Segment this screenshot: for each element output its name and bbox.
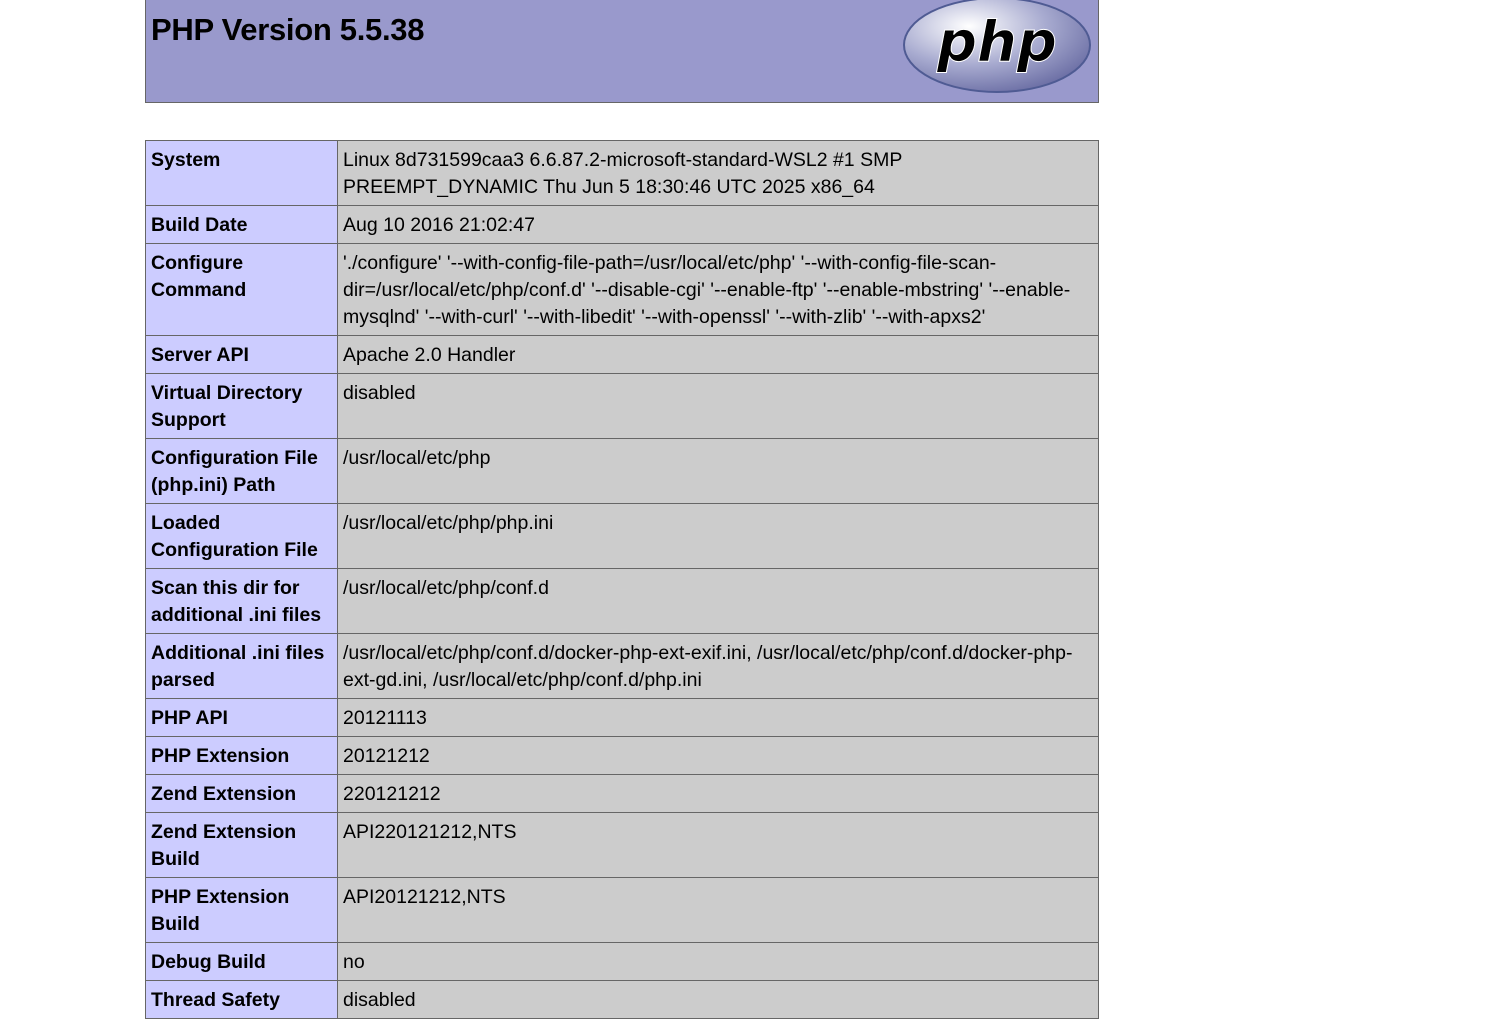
- table-row: [146, 634, 1099, 699]
- row-key: Configuration File (php.ini) Path: [146, 439, 338, 504]
- table-row: [146, 775, 1099, 813]
- row-key: Thread Safety: [146, 981, 338, 1019]
- row-key: Additional .ini files parsed: [146, 634, 338, 699]
- row-value: './configure' '--with-config-file-path=/usr/local/etc/php' '--with-config-file-scan-dir=/usr/local/etc/php/conf.d' '--disable-cgi' '--enable-ftp' '--enable-mbstring' '--enable-mysqlnd' '--with-curl' '--with-libedit' '--with-openssl' '--with-zlib' '--with-apxs2': [338, 244, 1099, 336]
- row-key: System: [146, 141, 338, 206]
- row-value: 20121212: [338, 737, 1099, 775]
- row-key: Server API: [146, 336, 338, 374]
- row-value: disabled: [338, 374, 1099, 439]
- table-row: [146, 699, 1099, 737]
- row-value: API220121212,NTS: [338, 813, 1099, 878]
- row-value: disabled: [338, 981, 1099, 1019]
- row-value: 20121113: [338, 699, 1099, 737]
- table-row: [146, 737, 1099, 775]
- table-row: [146, 569, 1099, 634]
- table-row: [146, 943, 1099, 981]
- row-key: Zend Extension Build: [146, 813, 338, 878]
- page-title: PHP Version 5.5.38: [151, 12, 425, 47]
- table-row: [146, 813, 1099, 878]
- row-key: Configure Command: [146, 244, 338, 336]
- row-value: /usr/local/etc/php/php.ini: [338, 504, 1099, 569]
- table-row: [146, 206, 1099, 244]
- php-version-header: [145, 0, 1099, 103]
- table-row: [146, 439, 1099, 504]
- table-row: [146, 141, 1099, 206]
- row-key: Virtual Directory Support: [146, 374, 338, 439]
- php-logo-icon[interactable]: [902, 0, 1092, 95]
- table-row: [146, 336, 1099, 374]
- info-table: [145, 140, 1099, 1019]
- table-row: [146, 504, 1099, 569]
- row-value: API20121212,NTS: [338, 878, 1099, 943]
- row-value: /usr/local/etc/php: [338, 439, 1099, 504]
- table-row: [146, 878, 1099, 943]
- row-value: Linux 8d731599caa3 6.6.87.2-microsoft-standard-WSL2 #1 SMP PREEMPT_DYNAMIC Thu Jun 5 18:30:46 UTC 2025 x86_64: [338, 141, 1099, 206]
- table-row: [146, 374, 1099, 439]
- row-value: Aug 10 2016 21:02:47: [338, 206, 1099, 244]
- row-key: Zend Extension: [146, 775, 338, 813]
- table-row: [146, 244, 1099, 336]
- row-key: Scan this dir for additional .ini files: [146, 569, 338, 634]
- phpinfo-container: [145, 0, 1099, 1011]
- row-value: Apache 2.0 Handler: [338, 336, 1099, 374]
- row-value: /usr/local/etc/php/conf.d: [338, 569, 1099, 634]
- logo-text: php: [936, 10, 1058, 75]
- row-value: no: [338, 943, 1099, 981]
- row-value: /usr/local/etc/php/conf.d/docker-php-ext-exif.ini, /usr/local/etc/php/conf.d/docker-php-ext-gd.ini, /usr/local/etc/php/conf.d/php.ini: [338, 634, 1099, 699]
- row-value: 220121212: [338, 775, 1099, 813]
- row-key: Build Date: [146, 206, 338, 244]
- row-key: PHP Extension Build: [146, 878, 338, 943]
- row-key: PHP API: [146, 699, 338, 737]
- table-row: [146, 981, 1099, 1019]
- row-key: PHP Extension: [146, 737, 338, 775]
- row-key: Debug Build: [146, 943, 338, 981]
- row-key: Loaded Configuration File: [146, 504, 338, 569]
